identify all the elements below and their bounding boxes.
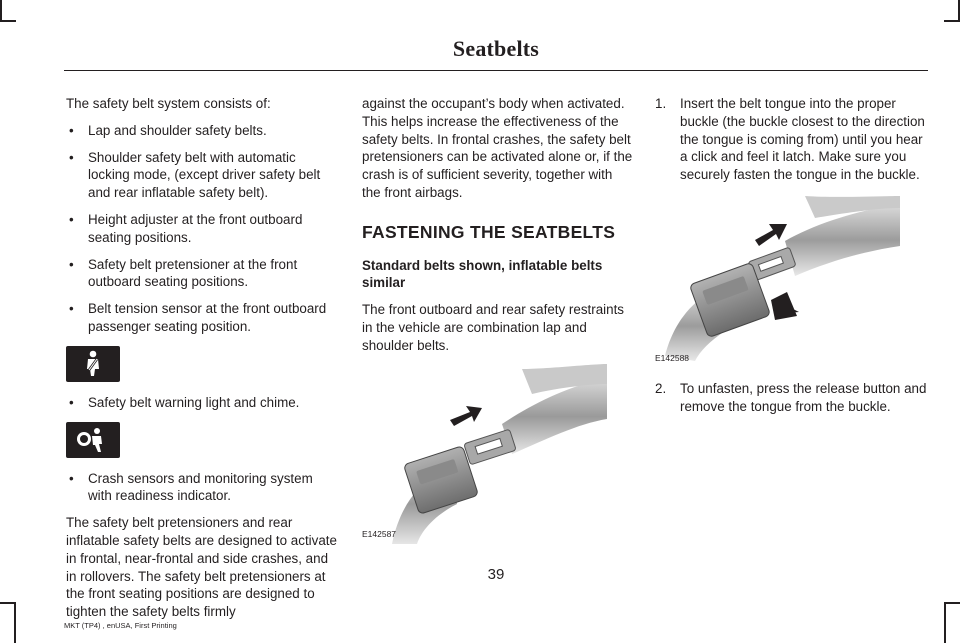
header-divider [64, 70, 928, 71]
list-item: • Safety belt pretensioner at the front outboard seating positions. [69, 256, 298, 290]
seatbelt-buckle-illustration [655, 196, 905, 368]
seatbelt-warning-icon [66, 346, 120, 382]
section-heading: FASTENING THE SEATBELTS [362, 221, 616, 242]
pretensioner-paragraph: The safety belt pretensioners and rear inflatable safety belts are designed to activate in frontal, near-frontal and side crashes, and in rollovers. The safety belt pretensioners at the front seating positions are designed to tighten the safety belts firmly [66, 515, 337, 620]
footer-text: MKT (TP4) , enUSA, First Printing [64, 621, 177, 630]
list-item: • Safety belt warning light and chime. [69, 394, 300, 410]
column-2 [362, 95, 634, 544]
list-item: • Belt tension sensor at the front outboard passenger seating position. [69, 301, 327, 334]
list-item: 2. To unfasten, press the release button and remove the tongue from the buckle. [655, 380, 927, 414]
seatbelt-buckle-illustration [362, 364, 612, 544]
crop-mark [944, 602, 960, 604]
crop-mark [944, 602, 946, 643]
list-item: • Height adjuster at the front outboard seating positions. [69, 211, 303, 245]
crop-mark [944, 20, 960, 22]
restraints-paragraph: The front outboard and rear safety restraints in the vehicle are combination lap and shoulder belts. [362, 302, 625, 353]
crop-mark [0, 0, 2, 22]
crop-mark [0, 20, 16, 22]
buckle-drawing [655, 196, 905, 368]
airbag-icon [66, 422, 120, 458]
subheading: Standard belts shown, inflatable belts similar [362, 257, 603, 291]
pretensioner-paragraph-continued: against the occupant’s body when activated. This helps increase the effectiveness of the safety belts. In frontal crashes, the safety belt pretensioners can be activated alone or, if the crash is of sufficient severity, together with the front airbags. [362, 96, 633, 200]
column-3 [655, 95, 927, 425]
page-title: Seatbelts [452, 36, 540, 61]
list-item: • Lap and shoulder safety belts. [69, 122, 267, 138]
list-item: 1. Insert the belt tongue into the proper buckle (the buckle closest to the direction the tongue is coming from) until you hear a click and feel it latch. Make sure you securely fasten the tongue in the buckle. [655, 96, 925, 183]
figure-label: E142588 [655, 353, 690, 364]
figure-label: E142587 [362, 528, 397, 539]
buckle-drawing [362, 364, 612, 544]
intro-text: The safety belt system consists of: [66, 96, 271, 111]
list-item: • Shoulder safety belt with automatic locking mode, (except driver safety belt and rear inflatable safety belt). [69, 149, 321, 201]
list-item: • Crash sensors and monitoring system with readiness indicator. [69, 470, 313, 504]
page-number: 39 [487, 566, 505, 583]
column-1 [66, 95, 338, 630]
crop-mark [14, 602, 16, 643]
